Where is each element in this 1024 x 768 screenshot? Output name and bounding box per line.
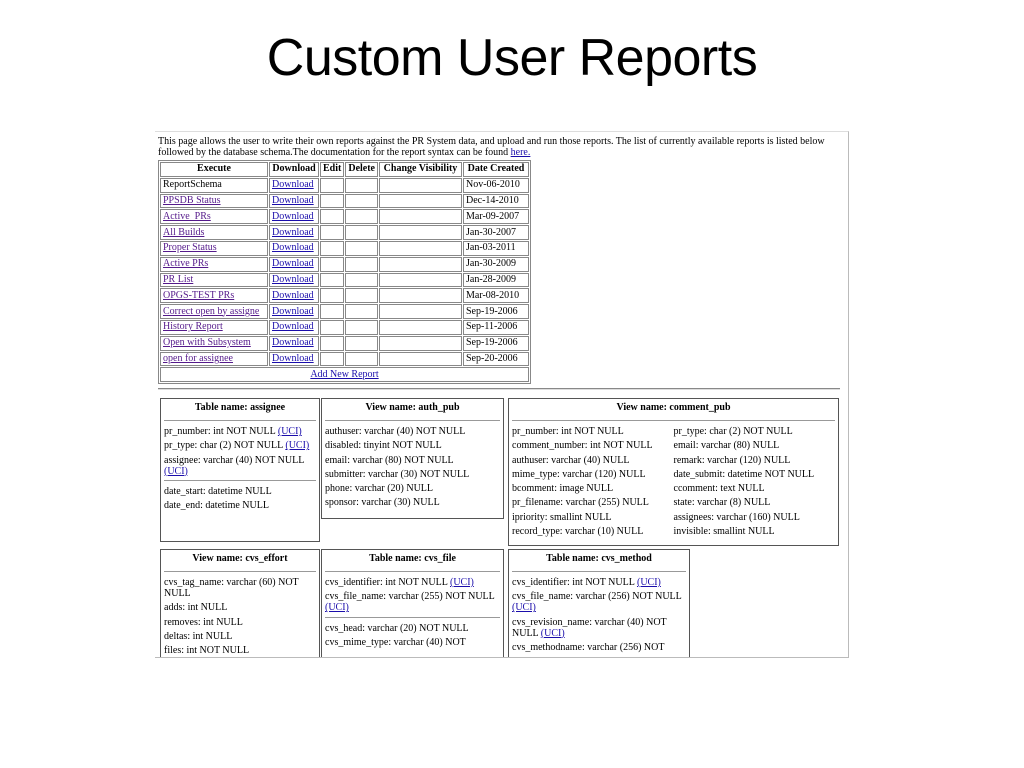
reports-table	[158, 160, 531, 384]
schema-title: Table name: cvs_file	[369, 553, 456, 564]
execute-cell	[160, 336, 268, 351]
edit-cell	[320, 178, 344, 193]
schema-box-cvs-file	[321, 549, 504, 658]
download-cell	[269, 288, 319, 303]
download-cell	[269, 336, 319, 351]
delete-cell	[345, 225, 378, 240]
download-link[interactable]: Download	[272, 242, 314, 254]
schema-field: cvs_mime_type: varchar (40) NOT	[325, 636, 466, 648]
change-visibility-cell	[379, 352, 462, 367]
download-cell	[269, 225, 319, 240]
edit-cell	[320, 352, 344, 367]
delete-cell	[345, 241, 378, 256]
download-link[interactable]: Download	[272, 226, 314, 238]
delete-cell	[345, 194, 378, 209]
delete-cell	[345, 336, 378, 351]
schema-title: Table name: cvs_method	[546, 553, 652, 564]
schema-field: files: int NOT NULL	[164, 645, 250, 657]
delete-cell	[345, 304, 378, 319]
schema-field: date_start: datetime NULL	[164, 485, 272, 497]
schema-field	[325, 591, 500, 613]
schema-box-comment-pub	[508, 398, 839, 546]
schema-key-fields	[512, 577, 686, 653]
download-link[interactable]: Download	[272, 352, 314, 364]
field-definition: cvs_file_name: varchar (255) NOT NULL	[325, 591, 495, 603]
date-created-cell: Sep-11-2006	[463, 320, 529, 335]
change-visibility-cell	[379, 209, 462, 224]
schema-field: email: varchar (80) NULL	[673, 440, 780, 452]
change-visibility-cell	[379, 194, 462, 209]
intro-text: This page allows the user to write their own reports against the PR System data, and upload and run those reports. The list of currently available reports is listed below followed by the database schema.The documentation for the report syntax can be found	[158, 136, 825, 158]
download-link[interactable]: Download	[272, 305, 314, 317]
schema-box-cvs-effort	[160, 549, 320, 658]
schema-box-auth-pub	[321, 398, 504, 519]
execute-report-link[interactable]: Proper Status	[163, 242, 217, 254]
download-link[interactable]: Download	[272, 321, 314, 333]
schema-field: remark: varchar (120) NULL	[673, 454, 791, 466]
uci-link[interactable]: (UCI)	[449, 577, 474, 588]
uci-link[interactable]: (UCI)	[540, 627, 565, 639]
schema-field: ccomment: text NULL	[673, 483, 765, 495]
execute-report-link[interactable]: open for assignee	[163, 352, 233, 364]
table-row	[160, 225, 529, 240]
schema-field	[512, 617, 686, 639]
delete-cell	[345, 178, 378, 193]
field-definition: pr_type: char (2) NOT NULL	[164, 440, 286, 452]
schema-field: ipriority: smallint NULL	[512, 511, 612, 523]
uci-link[interactable]: (UCI)	[636, 577, 661, 588]
schema-divider	[325, 420, 500, 421]
execute-report-link[interactable]: Active_PRs	[163, 210, 211, 222]
add-report-cell	[160, 367, 529, 382]
edit-cell	[320, 320, 344, 335]
execute-cell	[160, 194, 268, 209]
schema-field: state: varchar (8) NULL	[673, 497, 771, 509]
edit-cell	[320, 241, 344, 256]
add-report-row	[160, 367, 529, 382]
delete-cell	[345, 352, 378, 367]
table-row	[160, 336, 529, 351]
change-visibility-cell	[379, 225, 462, 240]
field-definition: cvs_identifier: int NOT NULL	[512, 577, 637, 588]
schema-field: adds: int NULL	[164, 602, 228, 614]
change-visibility-cell	[379, 241, 462, 256]
execute-cell	[160, 241, 268, 256]
download-cell	[269, 257, 319, 272]
schema-field	[512, 591, 686, 613]
schema-columns	[512, 426, 835, 540]
schema-field: cvs_head: varchar (20) NOT NULL	[325, 622, 469, 634]
schema-divider	[512, 420, 835, 421]
table-row	[160, 241, 529, 256]
edit-cell	[320, 209, 344, 224]
date-created-cell: Jan-30-2009	[463, 257, 529, 272]
schema-divider	[325, 571, 500, 572]
change-visibility-cell	[379, 320, 462, 335]
schema-column-right	[674, 426, 836, 540]
report-name: ReportSchema	[163, 179, 222, 191]
schema-key-fields	[164, 426, 316, 477]
table-row	[160, 320, 529, 335]
date-created-cell: Mar-09-2007	[463, 209, 529, 224]
table-row	[160, 257, 529, 272]
download-link[interactable]: Download	[272, 210, 314, 222]
schema-field: submitter: varchar (30) NOT NULL	[325, 468, 470, 480]
reports-header-row	[160, 162, 529, 177]
edit-cell	[320, 194, 344, 209]
table-row	[160, 288, 529, 303]
download-link[interactable]: Download	[272, 179, 314, 191]
uci-link[interactable]: (UCI)	[277, 426, 302, 437]
schema-field	[164, 426, 316, 437]
change-visibility-cell	[379, 178, 462, 193]
schema-field: date_submit: datetime NOT NULL	[673, 468, 815, 480]
field-definition: assignee: varchar (40) NOT NULL	[164, 454, 304, 466]
schema-field: phone: varchar (20) NULL	[325, 483, 434, 495]
schema-field: authuser: varchar (40) NULL	[512, 454, 630, 466]
execute-cell	[160, 273, 268, 288]
schema-field	[164, 440, 316, 451]
execute-report-link[interactable]: Open with Subsystem	[163, 337, 251, 349]
change-visibility-cell	[379, 304, 462, 319]
field-definition: cvs_identifier: int NOT NULL	[325, 577, 450, 588]
schema-field	[512, 577, 686, 588]
field-definition: cvs_file_name: varchar (256) NOT NULL	[512, 591, 682, 603]
schema-box-cvs-method	[508, 549, 690, 658]
schema-field	[512, 642, 686, 653]
download-cell	[269, 178, 319, 193]
schema-fields	[325, 623, 500, 648]
change-visibility-cell	[379, 336, 462, 351]
table-row	[160, 178, 529, 193]
documentation-link[interactable]: here.	[510, 147, 531, 158]
intro-paragraph	[158, 136, 842, 158]
execute-cell	[160, 352, 268, 367]
date-created-cell: Jan-28-2009	[463, 273, 529, 288]
schema-divider	[164, 571, 316, 572]
date-created-cell: Sep-19-2006	[463, 336, 529, 351]
add-new-report-link[interactable]: Add New Report	[310, 368, 379, 380]
schema-title: View name: cvs_effort	[192, 553, 288, 564]
schema-field	[164, 455, 316, 477]
schema-field: date_end: datetime NULL	[164, 500, 269, 512]
date-created-cell: Jan-03-2011	[463, 241, 529, 256]
schema-fields	[164, 486, 316, 511]
report-page-screenshot	[155, 131, 849, 658]
table-row	[160, 273, 529, 288]
change-visibility-cell	[379, 273, 462, 288]
table-row	[160, 304, 529, 319]
col-delete: Delete	[345, 162, 378, 177]
execute-cell	[160, 288, 268, 303]
delete-cell	[345, 209, 378, 224]
execute-cell	[160, 209, 268, 224]
date-created-cell: Sep-19-2006	[463, 304, 529, 319]
execute-report-link[interactable]: Correct open by assigne	[163, 305, 260, 317]
field-definition: pr_number: int NOT NULL	[164, 426, 278, 437]
table-row	[160, 194, 529, 209]
edit-cell	[320, 273, 344, 288]
schema-field: authuser: varchar (40) NOT NULL	[325, 426, 466, 437]
schema-fields	[164, 577, 316, 656]
edit-cell	[320, 288, 344, 303]
download-cell	[269, 320, 319, 335]
download-cell	[269, 304, 319, 319]
schema-field: pr_type: char (2) NOT NULL	[673, 426, 793, 437]
schema-divider	[512, 571, 686, 572]
col-change-visibility: Change Visibility	[379, 162, 462, 177]
table-row	[160, 209, 529, 224]
schema-column-left	[512, 426, 674, 540]
field-definition: cvs_methodname: varchar (256) NOT	[512, 641, 665, 653]
schema-field: pr_number: int NOT NULL	[512, 426, 624, 437]
date-created-cell: Sep-20-2006	[463, 352, 529, 367]
field-definition: cvs_revision_name: varchar (40) NOT NULL	[512, 616, 667, 639]
schema-title: View name: comment_pub	[616, 402, 731, 413]
schema-field: invisible: smallint NULL	[673, 526, 775, 538]
col-download: Download	[269, 162, 319, 177]
execute-report-link[interactable]: Active PRs	[163, 258, 209, 270]
reports-body	[160, 178, 529, 367]
uci-link[interactable]: (UCI)	[325, 602, 349, 614]
schema-field: email: varchar (80) NOT NULL	[325, 454, 454, 466]
download-link[interactable]: Download	[272, 289, 314, 301]
delete-cell	[345, 320, 378, 335]
schema-title: View name: auth_pub	[365, 402, 460, 413]
delete-cell	[345, 288, 378, 303]
col-edit: Edit	[320, 162, 344, 177]
download-cell	[269, 209, 319, 224]
download-cell	[269, 194, 319, 209]
schema-field: pr_filename: varchar (255) NULL	[512, 497, 649, 509]
execute-cell	[160, 225, 268, 240]
download-link[interactable]: Download	[272, 194, 314, 206]
schema-field: sponsor: varchar (30) NULL	[325, 497, 440, 509]
date-created-cell: Jan-30-2007	[463, 225, 529, 240]
download-link[interactable]: Download	[272, 258, 314, 270]
schema-key-fields	[325, 577, 500, 613]
edit-cell	[320, 304, 344, 319]
schema-field: comment_number: int NOT NULL	[512, 440, 653, 452]
schema-field: disabled: tinyint NOT NULL	[325, 440, 442, 452]
schema-divider	[164, 480, 316, 481]
date-created-cell: Mar-08-2010	[463, 288, 529, 303]
execute-report-link[interactable]: PPSDB Status	[163, 194, 221, 206]
execute-cell	[160, 320, 268, 335]
schema-field: deltas: int NULL	[164, 630, 233, 642]
execute-report-link[interactable]: PR List	[163, 273, 194, 285]
schema-box-assignee	[160, 398, 320, 542]
col-date-created: Date Created	[463, 162, 529, 177]
uci-link[interactable]: (UCI)	[285, 440, 310, 452]
schema-field: mime_type: varchar (120) NULL	[512, 468, 646, 480]
download-link[interactable]: Download	[272, 337, 314, 349]
table-row	[160, 352, 529, 367]
uci-link[interactable]: (UCI)	[164, 465, 188, 477]
download-cell	[269, 241, 319, 256]
change-visibility-cell	[379, 257, 462, 272]
execute-cell	[160, 178, 268, 193]
delete-cell	[345, 273, 378, 288]
schema-divider	[325, 617, 500, 618]
slide-title: Custom User Reports	[266, 29, 758, 87]
download-cell	[269, 273, 319, 288]
download-cell	[269, 352, 319, 367]
schema-fields	[325, 426, 500, 508]
uci-link[interactable]: (UCI)	[512, 602, 536, 614]
section-divider	[158, 388, 840, 390]
change-visibility-cell	[379, 288, 462, 303]
col-execute: Execute	[160, 162, 268, 177]
schema-field: assignees: varchar (160) NULL	[673, 511, 800, 523]
schema-divider	[164, 420, 316, 421]
execute-cell	[160, 257, 268, 272]
execute-report-link[interactable]: OPGS-TEST PRs	[163, 289, 235, 301]
edit-cell	[320, 336, 344, 351]
date-created-cell: Dec-14-2010	[463, 194, 529, 209]
schema-field: removes: int NULL	[164, 616, 243, 628]
execute-cell	[160, 304, 268, 319]
delete-cell	[345, 257, 378, 272]
schema-field: record_type: varchar (10) NULL	[512, 526, 644, 538]
date-created-cell: Nov-06-2010	[463, 178, 529, 193]
edit-cell	[320, 257, 344, 272]
download-link[interactable]: Download	[272, 273, 314, 285]
schema-field	[325, 577, 500, 588]
schema-field: cvs_tag_name: varchar (60) NOT NULL	[164, 577, 299, 599]
execute-report-link[interactable]: All Builds	[163, 226, 205, 238]
edit-cell	[320, 225, 344, 240]
schema-title: Table name: assignee	[194, 402, 286, 413]
execute-report-link[interactable]: History Report	[163, 321, 223, 333]
schema-field: bcomment: image NULL	[512, 483, 614, 495]
